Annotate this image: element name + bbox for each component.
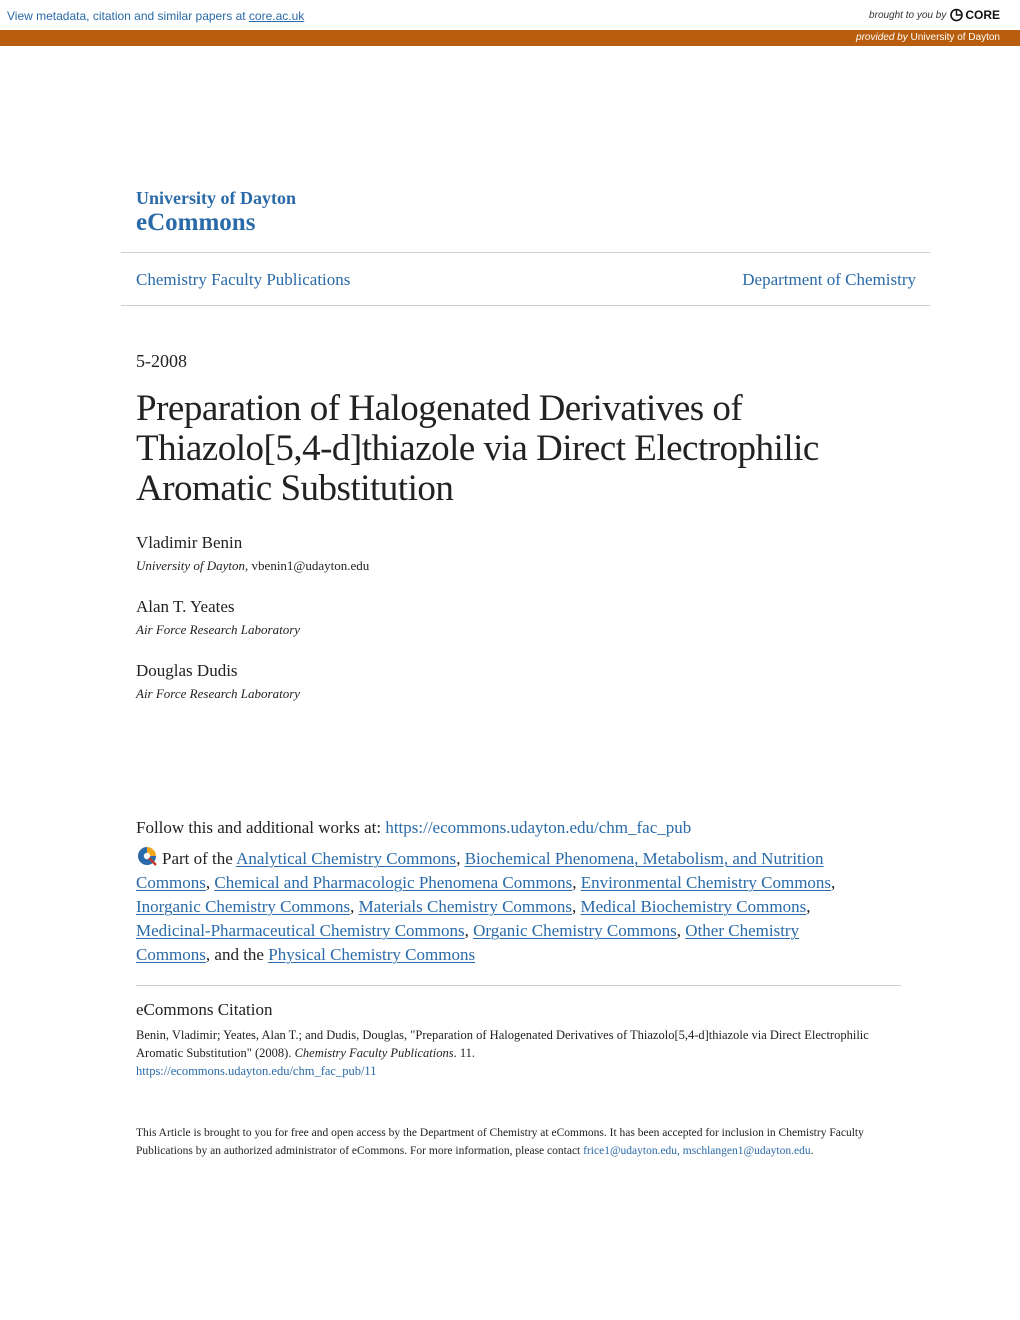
commons-separator: , <box>806 897 811 916</box>
commons-link[interactable]: Inorganic Chemistry Commons <box>136 897 351 916</box>
commons-separator: , <box>572 873 581 892</box>
author-affiliation <box>136 558 369 574</box>
commons-separator: , <box>572 897 581 916</box>
citation-heading: eCommons Citation <box>136 1000 273 1019</box>
provided-by-org[interactable]: University of Dayton <box>910 32 1000 43</box>
author-name: Vladimir Benin <box>136 533 243 552</box>
core-topbar <box>0 0 1020 30</box>
provider-band <box>0 30 1020 46</box>
header-divider-bottom <box>121 305 930 306</box>
affiliation-name: University of Dayton <box>136 558 246 573</box>
commons-link[interactable]: Medicinal-Pharmaceutical Chemistry Commons <box>136 921 465 940</box>
institution-name[interactable]: University of Dayton <box>136 188 296 208</box>
follow-url-link[interactable]: https://ecommons.udayton.edu/chm_fac_pub <box>385 818 692 837</box>
commons-separator: , <box>456 849 465 868</box>
author-name: Alan T. Yeates <box>136 597 235 616</box>
follow-line <box>136 818 691 838</box>
citation-text <box>136 1026 896 1080</box>
author-email: vbenin1@udayton.edu <box>251 558 370 573</box>
commons-link[interactable]: Physical Chemistry Commons <box>268 945 476 964</box>
commons-separator: , <box>205 873 215 892</box>
access-notice <box>136 1124 896 1160</box>
commons-separator: , <box>676 921 686 940</box>
citation-number: . 11. <box>453 1046 476 1060</box>
author-affiliation: Air Force Research Laboratory <box>136 622 301 637</box>
commons-separator: , <box>464 921 474 940</box>
metadata-text: View metadata, citation and similar papers at <box>7 9 249 23</box>
disciplines-paragraph <box>136 846 876 967</box>
commons-separator: , <box>831 873 836 892</box>
collection-link[interactable]: Chemistry Faculty Publications <box>136 270 351 289</box>
access-notice-text: This Article is brought to you for free and open access by the Department of Chemistry at eCommons. It has been accepted for inclusion in Chemistry Faculty Publications by an authorized administrator of eCommons. For more information, please contact <box>136 1127 864 1157</box>
header-divider-top <box>121 252 930 253</box>
publication-date: 5-2008 <box>136 351 187 371</box>
commons-link[interactable]: Materials Chemistry Commons <box>358 897 572 916</box>
brought-to-you <box>869 8 1000 22</box>
core-link[interactable]: core.ac.uk <box>248 9 305 23</box>
access-notice-end: . <box>810 1145 814 1157</box>
commons-link[interactable]: Medical Biochemistry Commons <box>580 897 807 916</box>
department-link[interactable]: Department of Chemistry <box>742 270 916 289</box>
citation-body: Benin, Vladimir; Yeates, Alan T.; and Dudis, Douglas, "Preparation of Halogenated Derivatives of Thiazolo[5,4-d]thiazole via Direct Electrophilic Aromatic Substitution" (2008). <box>136 1028 869 1060</box>
brought-text: brought to you by <box>869 9 947 21</box>
commons-link[interactable]: Chemical and Pharmacologic Phenomena Commons <box>214 873 573 892</box>
commons-final-joiner: , and the <box>205 945 269 964</box>
citation-series: Chemistry Faculty Publications <box>294 1046 454 1060</box>
commons-link[interactable]: Analytical Chemistry Commons <box>236 849 457 868</box>
core-logo[interactable] <box>950 8 1000 22</box>
commons-link[interactable]: Environmental Chemistry Commons <box>580 873 832 892</box>
provided-by <box>856 32 1000 43</box>
citation-url-link[interactable]: https://ecommons.udayton.edu/chm_fac_pub/11 <box>136 1064 377 1078</box>
repository-name[interactable]: eCommons <box>136 209 256 236</box>
commons-link[interactable]: Organic Chemistry Commons <box>473 921 677 940</box>
provided-by-label: provided by <box>856 32 908 43</box>
commons-separator: , <box>350 897 359 916</box>
author-name: Douglas Dudis <box>136 661 238 680</box>
core-label: CORE <box>965 8 1000 22</box>
follow-label: Follow this and additional works at: <box>136 818 386 837</box>
commons-link[interactable]: Other Chemistry Commons <box>136 921 800 964</box>
affiliation-separator: , <box>245 558 252 573</box>
core-logo-icon <box>950 8 963 22</box>
citation-divider <box>136 985 901 986</box>
part-of-label: Part of the <box>162 849 237 868</box>
metadata-notice <box>7 9 304 23</box>
commons-link[interactable]: Biochemical Phenomena, Metabolism, and Nutrition Commons <box>136 849 824 892</box>
contact-email-links[interactable]: frice1@udayton.edu, mschlangen1@udayton.edu <box>583 1145 811 1157</box>
article-title: Preparation of Halogenated Derivatives of Thiazolo[5,4-d]thiazole via Direct Electrophilic Aromatic Substitution <box>136 388 819 509</box>
author-affiliation: Air Force Research Laboratory <box>136 686 301 701</box>
bepress-network-icon <box>136 846 158 866</box>
